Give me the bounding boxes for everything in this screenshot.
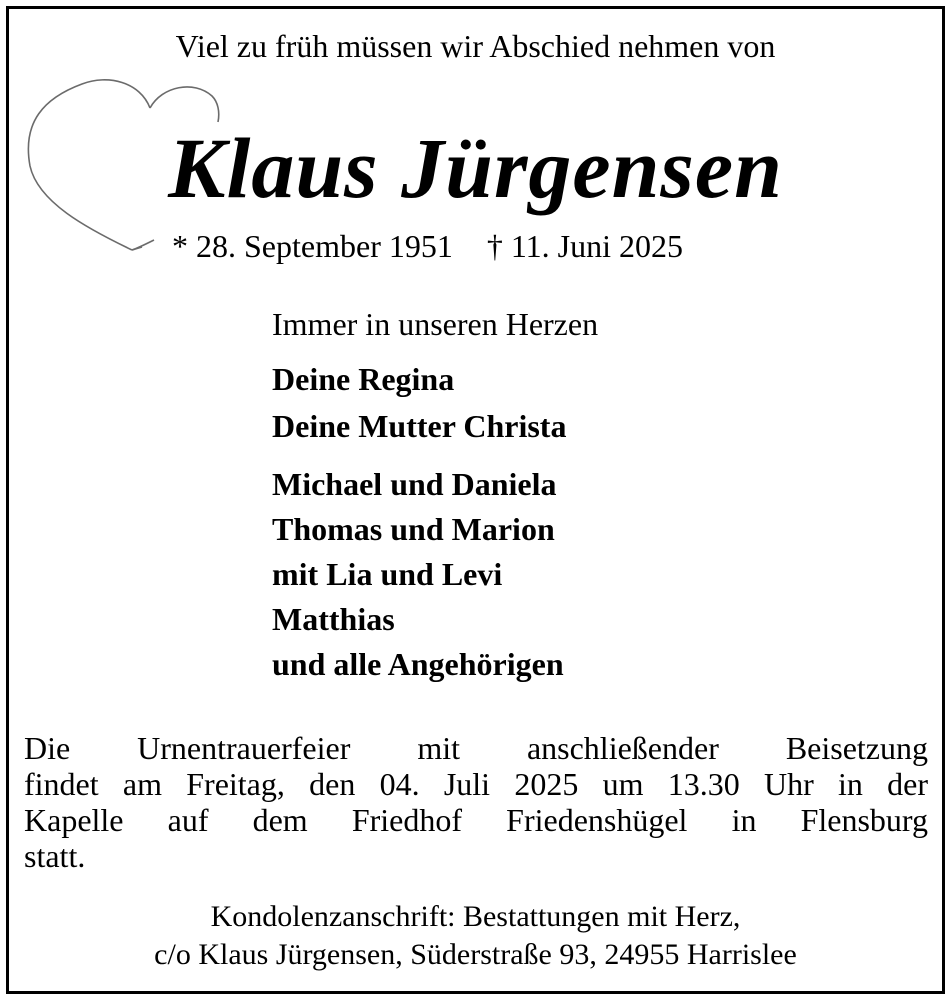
family-member: Thomas und Marion — [272, 511, 555, 547]
intro-text: Viel zu früh müssen wir Abschied nehmen von — [175, 28, 776, 64]
condolence-address — [0, 898, 951, 974]
life-dates — [172, 226, 683, 266]
service-line: statt. — [24, 838, 86, 874]
service-line: Die Urnentrauerfeier mit anschließender Beisetzung — [24, 730, 928, 766]
family-member: und alle Angehörigen — [272, 646, 564, 682]
condolence-line-2: c/o Klaus Jürgensen, Süderstraße 93, 24955 Harrislee — [154, 938, 797, 971]
service-line: findet am Freitag, den 04. Juli 2025 um 13.30 Uhr in der — [24, 766, 928, 802]
family-member: Deine Mutter Christa — [272, 408, 567, 444]
deceased-name: Klaus Jürgensen — [168, 120, 783, 216]
service-announcement — [24, 730, 928, 874]
condolence-line-1: Kondolenzanschrift: Bestattungen mit Herz, — [210, 900, 741, 933]
motto: Immer in unseren Herzen — [272, 306, 599, 342]
service-line: Kapelle auf dem Friedhof Friedenshügel in Flensburg — [24, 802, 928, 838]
family-member: Michael und Daniela — [272, 466, 557, 502]
birth-date: * 28. September 1951 — [172, 228, 453, 264]
death-date: † 11. Juni 2025 — [486, 228, 683, 264]
family-member: mit Lia und Levi — [272, 556, 503, 592]
family-member: Deine Regina — [272, 361, 455, 397]
family-member: Matthias — [272, 601, 395, 637]
